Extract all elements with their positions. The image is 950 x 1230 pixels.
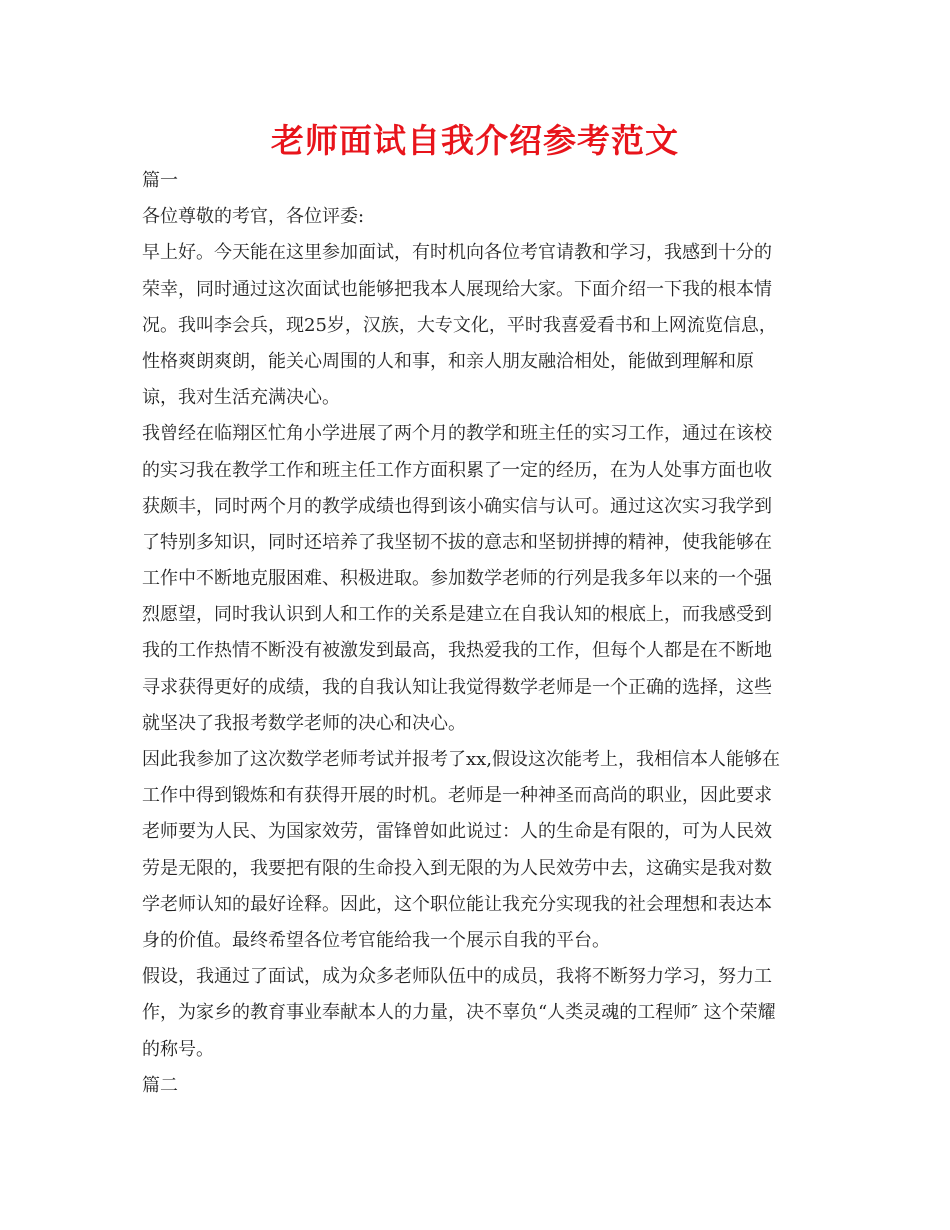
body-line: 劳是无限的，我要把有限的生命投入到无限的为人民效劳中去，这确实是我对数 — [142, 857, 772, 879]
section-heading-1: 篇一 — [142, 170, 178, 191]
section-heading-2: 篇二 — [142, 1074, 178, 1096]
body-line: 我曾经在临翔区忙角小学进展了两个月的教学和班主任的实习工作，通过在该校 — [142, 423, 772, 445]
body-line: 的实习我在教学工作和班主任工作方面积累了一定的经历，在为人处事方面也收 — [142, 459, 772, 481]
body-line: 烈愿望，同时我认识到人和工作的关系是建立在自我认知的根底上，而我感受到 — [142, 604, 772, 626]
body-line: 假设，我通过了面试，成为众多老师队伍中的成员，我将不断努力学习，努力工 — [142, 966, 772, 988]
body-line: 性格爽朗爽朗，能关心周围的人和事，和亲人朋友融洽相处，能做到理解和原 — [142, 350, 754, 372]
body-line: 因此我参加了这次数学老师考试并报考了xx,假设这次能考上，我相信本人能够在 — [142, 749, 781, 770]
body-line: 了特别多知识，同时还培养了我坚韧不拔的意志和坚韧拼搏的精神，使我能够在 — [142, 531, 772, 553]
body-line: 寻求获得更好的成绩，我的自我认知让我觉得数学老师是一个正确的选择，这些 — [142, 676, 772, 698]
body-line: 况。我叫李会兵，现25岁，汉族，大专文化，平时我喜爱看书和上网流览信息， — [142, 314, 777, 336]
document-body — [142, 163, 822, 1104]
body-line: 荣幸，同时通过这次面试也能够把我本人展现给大家。下面介绍一下我的根本情 — [142, 278, 772, 300]
body-line: 学老师认知的最好诠释。因此，这个职位能让我充分实现我的社会理想和表达本 — [142, 893, 772, 915]
body-line: 老师要为人民、为国家效劳，雷锋曾如此说过：人的生命是有限的，可为人民效 — [142, 821, 772, 843]
document-title: 老师面试自我介绍参考范文 — [271, 121, 679, 160]
body-line: 作，为家乡的教育事业奉献本人的力量，决不辜负“人类灵魂的工程师″ 这个荣耀 — [142, 1002, 776, 1024]
body-line: 我的工作热情不断没有被激发到最高，我热爱我的工作，但每个人都是在不断地 — [142, 640, 772, 662]
body-line: 身的价值。最终希望各位考官能给我一个展示自我的平台。 — [142, 929, 610, 951]
body-line: 谅，我对生活充满决心。 — [142, 387, 340, 409]
body-line: 就坚决了我报考数学老师的决心和决心。 — [142, 712, 466, 734]
body-line: 工作中得到锻炼和有获得开展的时机。老师是一种神圣而高尚的职业，因此要求 — [142, 785, 772, 807]
body-line: 获颇丰，同时两个月的教学成绩也得到该小确实信与认可。通过这次实习我学到 — [142, 495, 772, 517]
body-line: 早上好。今天能在这里参加面试，有时机向各位考官请教和学习，我感到十分的 — [142, 242, 772, 264]
salutation-line: 各位尊敬的考官，各位评委: — [142, 206, 365, 228]
body-line: 工作中不断地克服困难、积极进取。参加数学老师的行列是我多年以来的一个强 — [142, 568, 772, 590]
body-line: 的称号。 — [142, 1038, 214, 1060]
